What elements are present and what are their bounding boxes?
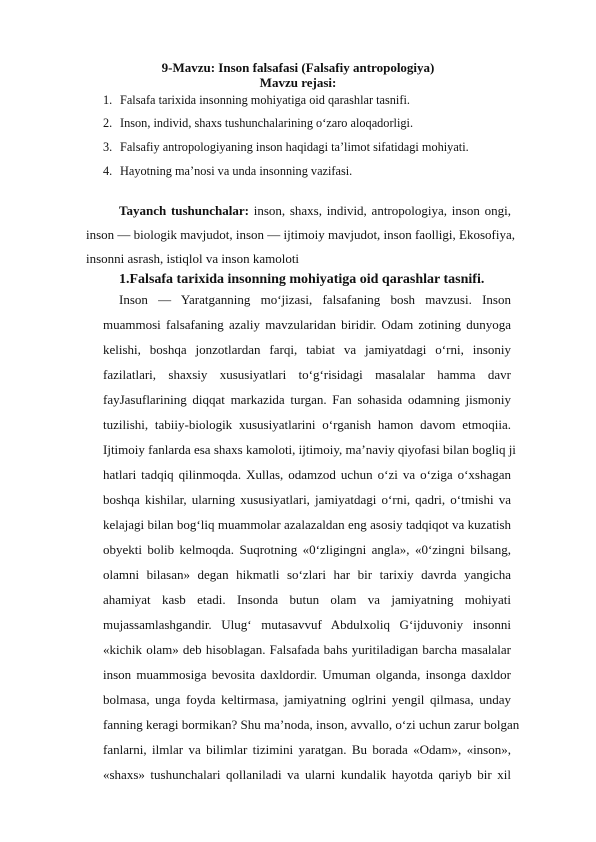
page-title: 9-Mavzu: Inson falsafasi (Falsafiy antropologiya) [161, 60, 435, 75]
body-line: ahamiyat kasb etadi. Insonda butun olam va jamiyatning mohiyati [103, 592, 511, 607]
plan-item-number: 3. [103, 140, 113, 154]
body-line: fayJasuflarining diqqat markazida turgan. Fan sohasida odamning jismoniy [103, 392, 511, 407]
key-concepts-label: Tayanch tushunchalar: [119, 203, 249, 218]
body-line: bolmasa, unga foyda keltirmasa, jamiyatning oglrini yengil qilmasa, unday [103, 692, 511, 707]
body-line: «shaxs» tushunchalari qollaniladi va ularni kundalik hayotda qariyb bir xil [103, 767, 511, 782]
plan-item [103, 93, 410, 108]
body-line: fazilatlari, shaxsiy xususiyatlari to‘g‘risidagi masalalar hamma davr [103, 367, 511, 382]
body-line: olamni bilasan» degan hikmatli so‘zlari har bir tarixiy davrda yangicha [103, 567, 511, 582]
plan-item-number: 2. [103, 116, 113, 130]
body-line: kelishi, boshqa jonzotlardan farqi, tabiat va jamiyatdagi o‘rni, insoniy [103, 342, 511, 357]
key-concepts-line [119, 203, 511, 219]
body-line: «kichik olam» deb hisoblagan. Falsafada bahs yuritiladigan barcha masalalar [103, 642, 511, 657]
plan-item-text: Inson, individ, shaxs tushunchalarining o‘zaro aloqadorligi. [120, 116, 414, 130]
section-heading: 1.Falsafa tarixida insonning mohiyatiga oid qarashlar tasnifi. [119, 272, 485, 287]
key-concepts-text: inson, shaxs, individ, antropologiya, inson ongi, [253, 203, 511, 218]
body-line: fanning keragi bormikan? Shu ma’noda, inson, avvallo, o‘zi uchun zarur bolgan [103, 717, 520, 732]
plan-item [103, 116, 413, 131]
key-concepts-line: insonni asrash, istiqlol va inson kamoloti [86, 251, 300, 266]
body-line: fanlarni, ilmlar va bilimlar tizimini yaratgan. Bu borada «Odam», «inson», [103, 742, 511, 757]
body-line: Inson — Yaratganning mo‘jizasi, falsafaning bosh mavzusi. Inson [119, 292, 511, 307]
body-line: boshqa kishilar, ularning xususiyatlari, jamiyatdagi o‘rni, qadri, o‘tmishi va [103, 492, 511, 507]
plan-item [103, 164, 352, 179]
plan-item-text: Hayotning ma’nosi va unda insonning vazifasi. [120, 164, 353, 178]
body-line: inson muammosiga bevosita daxldordir. Umuman olganda, insonga daxldor [103, 667, 511, 682]
body-line: obyekti bolib kelmoqda. Suqrotning «0‘zligingni angla», «0‘zingni bilsang, [103, 542, 511, 557]
plan-item-text: Falsafa tarixida insonning mohiyatiga oid qarashlar tasnifi. [120, 93, 410, 107]
plan-item-number: 4. [103, 164, 113, 178]
body-line: muammosi falsafaning azaliy mavzularidan biridir. Odam zotining dunyoga [103, 317, 511, 332]
plan-item-number: 1. [103, 93, 113, 107]
body-line: mujassamlashgandir. Ulug‘ mutasavvuf Abdulxoliq G‘ijduvoniy insonni [103, 617, 511, 632]
plan-label: Mavzu rejasi: [259, 75, 337, 90]
body-line: hatlari tadqiq qilinmoqda. Xullas, odamzod uchun o‘zi va o‘ziga o‘xshagan [103, 467, 511, 482]
plan-item-text: Falsafiy antropologiyaning inson haqidagi ta’limot sifatidagi mohiyati. [120, 140, 469, 154]
body-line: tuzilishi, tabiiy-biologik xususiyatlarini o‘rganish hamon davom etmoqiia. [103, 417, 511, 432]
body-line: Ijtimoiy fanlarda esa shaxs kamoloti, ijtimoiy, ma’naviy qiyofasi bilan bogliq ji [103, 442, 516, 457]
plan-item [103, 140, 469, 155]
key-concepts-line: inson — biologik mavjudot, inson — ijtimoiy mavjudot, inson faolligi, Ekosofiya, [86, 227, 515, 242]
body-line: kelajagi bilan bog‘liq muammolar azalazaldan eng asosiy tadqiqot va kuzatish [103, 517, 511, 532]
